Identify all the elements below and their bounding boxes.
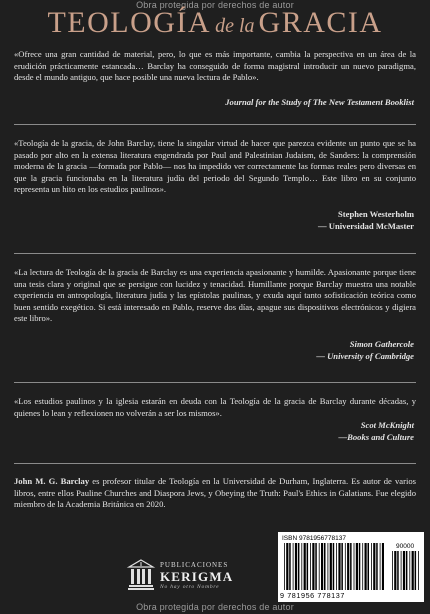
- publisher-motto: No hay otro Nombre: [160, 584, 220, 590]
- quote-1-attribution: [225, 97, 414, 109]
- divider-2: [14, 253, 416, 254]
- quote-3-text: «La lectura de Teología de la gracia de Barclay es una experiencia apasionante y humilde. Apasionante porque tiene una tesis clara y original que se persigue con lucidez y tenacidad. Humillante porque Barclay muestra una notable experiencia en antropología, literatura judía y las epístolas paulinas, y exuda aquí tanto sofisticación teórica como buen sentido exegético. Si está interesado en Pablo, reserve dos días, apague sus dispositivos electrónicos y digiera este libro».: [14, 267, 416, 324]
- quote-4-text: «Los estudios paulinos y la iglesia estarán en deuda con la Teología de la gracia de Barclay durante décadas, y quienes lo lean y reflexionen no volverán a ser los mismos».: [14, 396, 416, 418]
- divider-1: [14, 124, 416, 125]
- author-name: John M. G. Barclay: [14, 476, 90, 486]
- barcode-bars-icon: [284, 543, 384, 590]
- quote-2: [14, 138, 416, 196]
- publisher-top-line: PUBLICACIONES: [160, 561, 229, 569]
- quote-3-author: Simon Gathercole: [349, 339, 414, 349]
- title-connector: de la: [215, 15, 255, 37]
- author-bio-text: es profesor titular de Teología en la Universidad de Durham, Inglaterra. Es autor de varios libros, entre ellos Pauline Churches and Diaspora Jews, y Obeying the Truth: Paul's Ethics in Galatians. Fue elegido miembro de la Academia Británica en 2020.: [14, 476, 416, 510]
- quote-1-text: «Ofrece una gran cantidad de material, pero, lo que es más importante, cambia la perspectiva en un área de la erudición prácticamente estancada… Barclay ha conseguido de forma magistral introducir un nuevo paradigma, desde el mundo antiguo, que hace posible una nueva lectura de Pablo».: [14, 49, 416, 83]
- watermark-top: Obra protegida por derechos de autor: [136, 0, 294, 10]
- divider-3: [14, 382, 416, 383]
- watermark-bottom: Obra protegida por derechos de autor: [136, 602, 294, 612]
- quote-1-source: Journal for the Study of The New Testament Booklist: [225, 97, 414, 107]
- quote-4-affiliation: —Books and Culture: [338, 431, 414, 442]
- quote-3-affiliation: — University of Cambridge: [316, 350, 414, 361]
- isbn-label: ISBN 9781956778137: [282, 535, 346, 542]
- price-code: 90000: [396, 543, 415, 550]
- barcode-addon-bars-icon: [392, 551, 420, 590]
- author-bio: [14, 476, 416, 511]
- quote-1: [14, 49, 416, 84]
- isbn-barcode: [278, 532, 424, 602]
- quote-2-affiliation: — Universidad McMaster: [318, 220, 414, 231]
- title-word-1: TEOLOGÍA: [47, 6, 212, 39]
- ean-digits: 9 781956 778137: [280, 591, 345, 600]
- title-word-2: GRACIA: [258, 6, 383, 39]
- columns-emblem-icon: [126, 558, 156, 592]
- publisher-logo: [126, 558, 246, 594]
- quote-2-author: Stephen Westerholm: [338, 209, 414, 219]
- quote-3-attribution: [316, 339, 414, 362]
- quote-4: [14, 396, 416, 419]
- quote-3: [14, 267, 416, 325]
- quote-4-author: Scot McKnight: [360, 420, 414, 430]
- divider-4: [14, 463, 416, 464]
- book-title: [0, 6, 430, 40]
- quote-2-text: «Teología de la gracia, de John Barclay, tiene la singular virtud de hacer que parezca evidente un punto que se ha pasado por alto en la extensa literatura engendrada por Paul and Palestinian Judaism, de Sanders: la comprensión moderna de la gracia —formada por Pablo— nos ha impedido ver correctamente las formas reales pero diversas en que la gracia funcionaba en la literatura judía del periodo del Segundo Templo… Este libro en su conjunto representa un hito en los estudios paulinos».: [14, 138, 416, 195]
- publisher-name: KERIGMA: [160, 569, 234, 584]
- quote-4-attribution: [339, 420, 414, 443]
- quote-2-attribution: [318, 209, 414, 232]
